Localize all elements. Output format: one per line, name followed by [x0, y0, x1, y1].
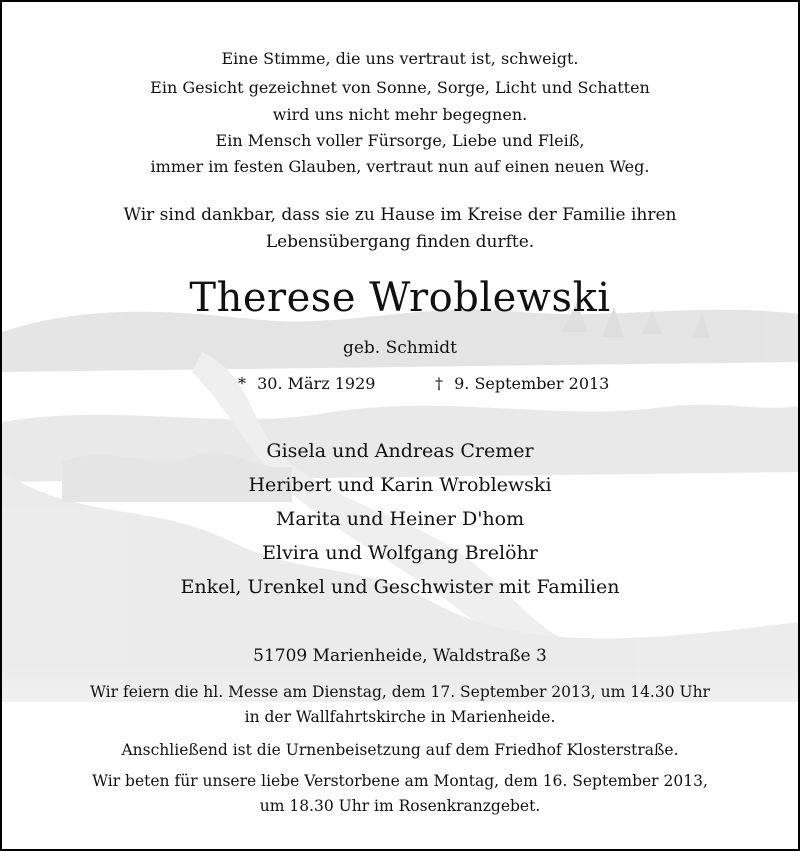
gratitude-line: Wir sind dankbar, dass sie zu Hause im Kreise der Familie ihren	[123, 205, 677, 225]
birth-date-block	[238, 374, 375, 393]
deceased-name: Therese Wroblewski	[189, 275, 611, 321]
gratitude-line: Lebensübergang finden durfte.	[265, 232, 535, 252]
poem-line: Ein Gesicht gezeichnet von Sonne, Sorge, Licht und Schatten	[150, 78, 650, 97]
prayer-info-line: um 18.30 Uhr im Rosenkranzgebet.	[259, 797, 541, 815]
mourner-line: Gisela und Andreas Cremer	[266, 440, 534, 462]
death-cross-symbol: †	[435, 374, 443, 393]
poem-line: Eine Stimme, die uns vertraut ist, schweigt.	[221, 49, 579, 68]
death-date: 9. September 2013	[454, 374, 610, 393]
birth-star-symbol: *	[238, 374, 246, 393]
maiden-name: geb. Schmidt	[342, 338, 458, 358]
poem-line: Ein Mensch voller Fürsorge, Liebe und Fleiß,	[215, 131, 585, 150]
urn-burial-info: Anschließend ist die Urnenbeisetzung auf dem Friedhof Klosterstraße.	[121, 741, 679, 759]
mourner-line: Heribert und Karin Wroblewski	[248, 474, 552, 496]
prayer-info-line: Wir beten für unsere liebe Verstorbene am Montag, dem 16. September 2013,	[92, 772, 708, 790]
mourner-line: Marita und Heiner D'hom	[275, 508, 525, 530]
address: 51709 Marienheide, Waldstraße 3	[253, 646, 547, 666]
mourner-line: Enkel, Urenkel und Geschwister mit Familien	[180, 576, 620, 598]
mass-info-line: in der Wallfahrtskirche in Marienheide.	[244, 708, 556, 726]
birth-date: 30. März 1929	[257, 374, 376, 393]
death-date-block	[435, 374, 609, 393]
mourner-line: Elvira und Wolfgang Brelöhr	[262, 542, 538, 564]
poem-line: wird uns nicht mehr begegnen.	[272, 105, 528, 124]
mass-info-line: Wir feiern die hl. Messe am Dienstag, dem 17. September 2013, um 14.30 Uhr	[90, 683, 710, 701]
poem-line: immer im festen Glauben, vertraut nun auf einen neuen Weg.	[150, 157, 650, 176]
